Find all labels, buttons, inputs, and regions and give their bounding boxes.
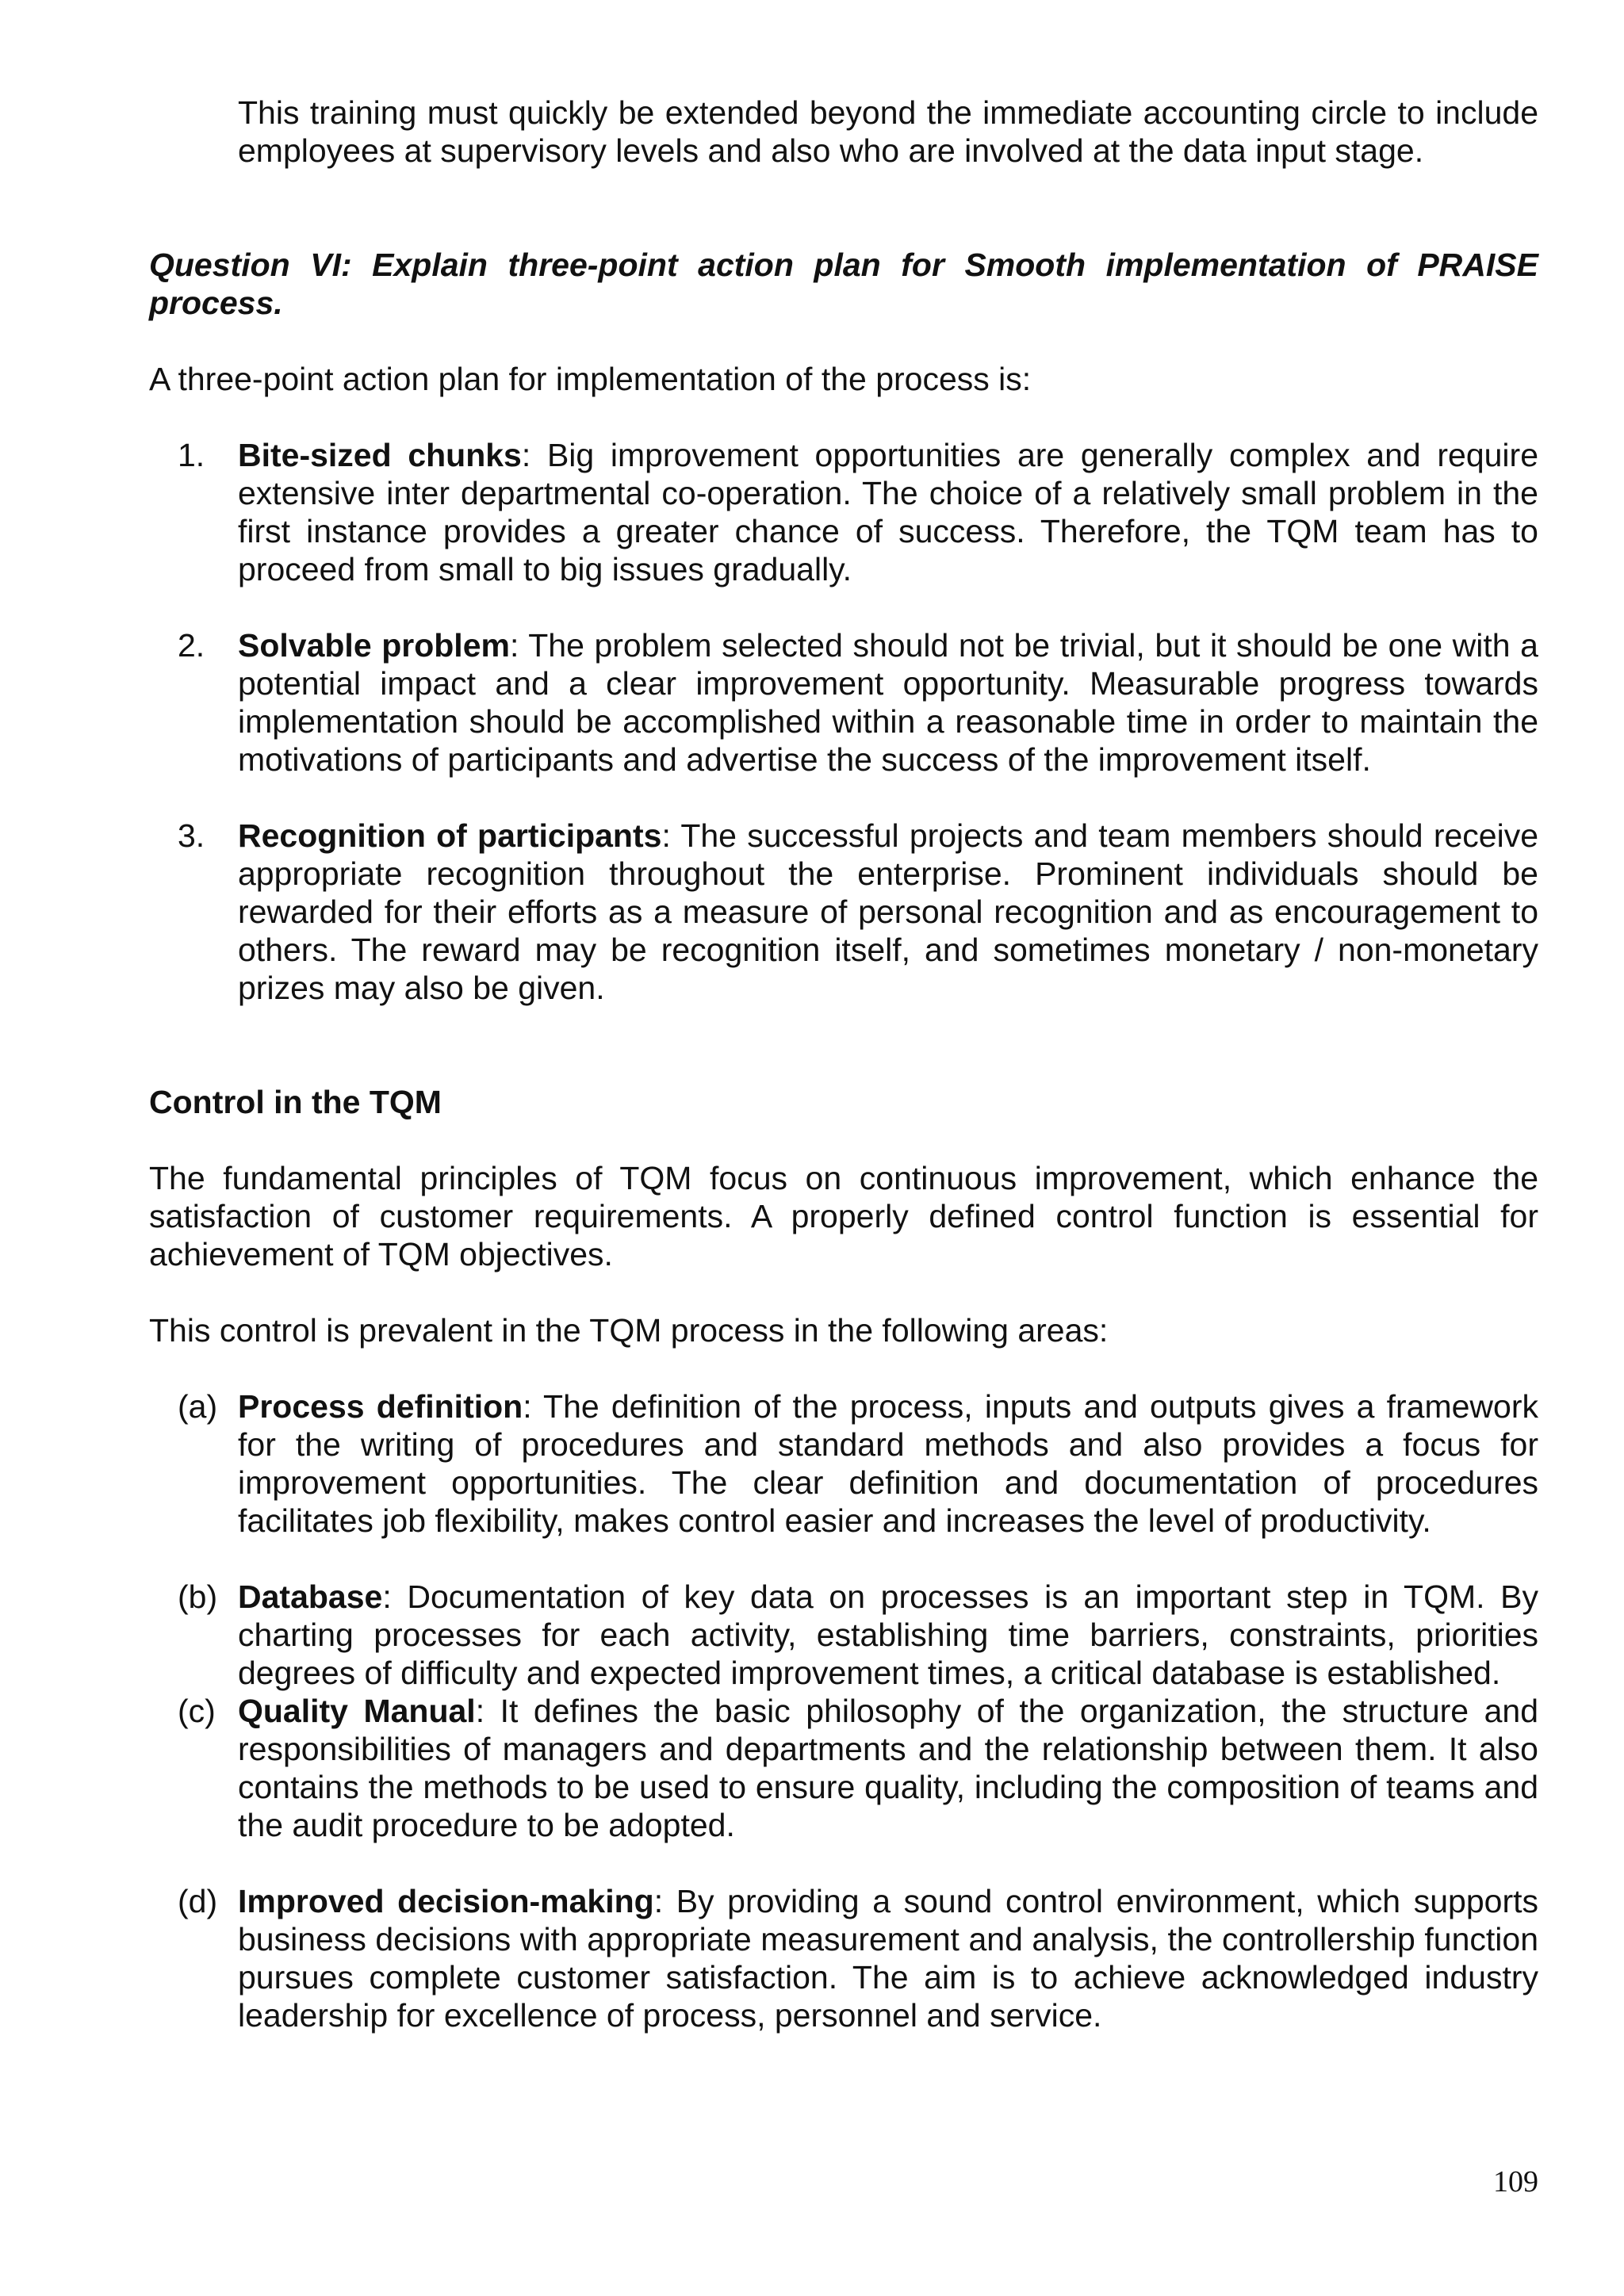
list-item xyxy=(149,1387,1538,1540)
intro-paragraph: This training must quickly be extended beyond the immediate accounting circle to include employees at supervisory levels and also who are involved at the data input stage. xyxy=(238,94,1538,169)
list-item-term: Database xyxy=(238,1578,383,1615)
document-page xyxy=(149,94,1538,2034)
list-item xyxy=(149,1578,1538,1692)
list-item-marker: 1. xyxy=(178,437,205,473)
list-item xyxy=(149,436,1538,588)
action-plan-lead: A three-point action plan for implementation of the process is: xyxy=(149,361,1032,397)
list-item-term: Solvable problem xyxy=(238,627,510,664)
list-item xyxy=(149,1882,1538,2034)
list-item-text: : Documentation of key data on processes is an important step in TQM. By charting processes for each activity, establishing time barriers, constraints, priorities degrees of difficulty and expected improvement times, a critical database is established. xyxy=(238,1578,1538,1691)
page-number: 109 xyxy=(1493,2165,1538,2198)
list-item-text: : The successful projects and team members should receive appropriate recognition throughout the enterprise. Prominent individuals should be rewarded for their efforts as a measure of personal recognition and as encouragement to others. The reward may be recognition itself, and sometimes monetary / non-monetary prizes may also be given. xyxy=(238,817,1538,1006)
list-item-text: : Big improvement opportunities are generally complex and require extensive inter departmental co-operation. The choice of a relatively small problem in the first instance provides a greater chance of success. Therefore, the TQM team has to proceed from small to big issues gradually. xyxy=(238,437,1538,587)
section-heading: Control in the TQM xyxy=(149,1084,442,1120)
control-areas-list xyxy=(149,1387,1538,2034)
question-heading: Question VI: Explain three-point action plan for Smooth implementation of PRAISE process. xyxy=(149,247,1538,321)
list-item-term: Process definition xyxy=(238,1388,523,1425)
list-item-marker: 2. xyxy=(178,627,205,664)
list-item-marker: (b) xyxy=(178,1578,218,1615)
list-item xyxy=(149,626,1538,779)
list-item-term: Improved decision-making xyxy=(238,1883,654,1919)
list-item-marker: (c) xyxy=(178,1693,216,1729)
list-item xyxy=(149,817,1538,1007)
list-item-text: : By providing a sound control environment, which supports business decisions with appropriate measurement and analysis, the controllership function pursues complete customer satisfaction. The aim is to achieve acknowledged industry leadership for excellence of process, personnel and service. xyxy=(238,1883,1538,2034)
list-item-text: : The problem selected should not be trivial, but it should be one with a potential impact and a clear improvement opportunity. Measurable progress towards implementation should be accomplished within a reasonable time in order to maintain the motivations of participants and advertise the success of the improvement itself. xyxy=(238,627,1538,778)
list-item-marker: (a) xyxy=(178,1388,218,1425)
list-item-marker: (d) xyxy=(178,1883,218,1919)
list-item-term: Quality Manual xyxy=(238,1693,476,1729)
section-paragraph: The fundamental principles of TQM focus on continuous improvement, which enhance the satisfaction of customer requirements. A properly defined control function is essential for achievement of TQM objectives. xyxy=(149,1160,1538,1272)
action-plan-list xyxy=(149,436,1538,1007)
list-item-text: : The definition of the process, inputs and outputs gives a framework for the writing of procedures and standard methods and also provides a focus for improvement opportunities. The clear definition and documentation of procedures facilitates job flexibility, makes control easier and increases the level of productivity. xyxy=(238,1388,1538,1539)
list-item xyxy=(149,1692,1538,1844)
list-item-term: Recognition of participants xyxy=(238,817,662,854)
section-paragraph: This control is prevalent in the TQM process in the following areas: xyxy=(149,1312,1109,1349)
list-item-marker: 3. xyxy=(178,817,205,854)
list-item-term: Bite-sized chunks xyxy=(238,437,522,473)
list-item-text: : It defines the basic philosophy of the organization, the structure and responsibilities of managers and departments and the relationship between them. It also contains the methods to be used to ensure quality, including the composition of teams and the audit procedure to be adopted. xyxy=(238,1693,1539,1843)
